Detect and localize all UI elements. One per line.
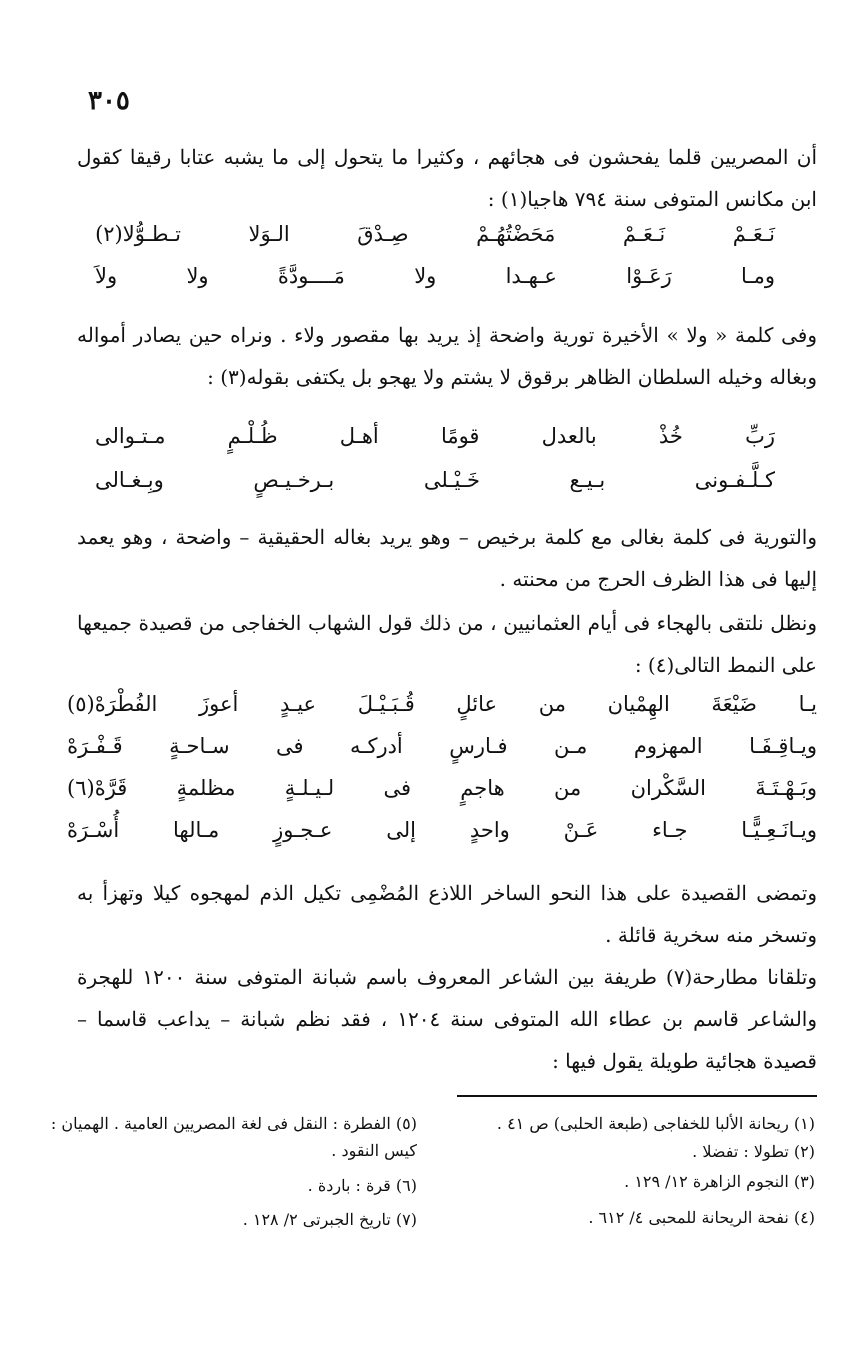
paragraph-3: والتورية فى كلمة بغالى مع كلمة برخيص – وهو يريد بغاله الحقيقية – واضحة ، وهو يعمد إليها فى هذا الظرف الحرج من محنته . xyxy=(77,525,817,591)
verse-word: أدركـه xyxy=(350,734,403,758)
verse-word: مَــــودَّةً xyxy=(277,264,345,288)
verse-word: أُسْـرَهْ xyxy=(67,818,120,842)
verse-2-line-2 xyxy=(95,460,775,500)
footnote-2: (٢) تطولا : تفضلا . xyxy=(692,1142,815,1161)
verse-word: مظلمةٍ xyxy=(176,776,236,800)
verse-word: بـرخـيـصٍ xyxy=(253,468,335,492)
verse-word: المهزوم xyxy=(633,734,703,758)
verse-word: الـوَلا xyxy=(248,222,290,246)
verse-word: قومًا xyxy=(440,424,480,448)
verse-word: فى xyxy=(276,734,304,758)
verse-3-line-1 xyxy=(67,684,817,724)
paragraph-5: وتمضى القصيدة على هذا النحو الساخر اللاذع المُضْمِى تكيل الذم لمهجوه كيلا وتهزأ به وتسخر منه سخرية قائلة . xyxy=(77,881,817,947)
verse-word: واحدٍ xyxy=(469,818,510,842)
verse-2-line-1 xyxy=(95,416,775,456)
verse-word: تـطـوُّلا(٢) xyxy=(95,222,181,246)
verse-word: فـارسٍ xyxy=(449,734,508,758)
verse-word: الهِمْيان xyxy=(607,692,670,716)
verse-word: ظُـلْـمٍ xyxy=(227,424,278,448)
footnote-5: (٥) الفطرة : النقل فى لغة المصريين العامية . الهميان : كيس النقود . xyxy=(50,1114,417,1160)
verse-word: قَرَّهْ(٦) xyxy=(67,776,128,800)
verse-word: بـيـع xyxy=(569,468,606,492)
verse-word: أعوزَ xyxy=(199,692,239,716)
page-number: ٣٠٥ xyxy=(88,86,130,116)
verse-word: من xyxy=(538,692,566,716)
footnote-6: (٦) قرة : باردة . xyxy=(307,1176,417,1195)
verse-word: سـاحـةٍ xyxy=(169,734,230,758)
verse-word: ضَيْعَةَ xyxy=(711,692,757,716)
verse-3-line-2 xyxy=(67,726,817,766)
verse-word: نَـعَـمْ xyxy=(622,222,666,246)
paragraph-4: ونظل نلتقى بالهجاء فى أيام العثمانيين ، من ذلك قول الشهاب الخفاجى من قصيدة جميعها على النمط التالى(٤) : xyxy=(77,611,817,677)
verse-word: رَعَـوْا xyxy=(626,264,672,288)
verse-word: الفُطْرَهْ(٥) xyxy=(67,692,158,716)
verse-word: مـالها xyxy=(173,818,220,842)
verse-word: ويـاقِـفَـا xyxy=(749,734,817,758)
verse-word: خَـيْـلى xyxy=(423,468,480,492)
verse-word: عيـدٍ xyxy=(280,692,317,716)
verse-1-line-2 xyxy=(95,256,775,296)
verse-word: وبِـغـالى xyxy=(95,468,164,492)
verse-word: السَّكْران xyxy=(630,776,706,800)
footnote-4: (٤) نفحة الريحانة للمحبى ٤/ ٦١٢ . xyxy=(588,1208,815,1227)
verse-word: عَـنْ xyxy=(563,818,599,842)
verse-word: قُـبَـيْـلَ xyxy=(357,692,415,716)
paragraph-1: أن المصريين قلما يفحشون فى هجائهم ، وكثيرا ما يتحول إلى ما يشبه عتابا رقيقا كقول ابن مكانس المتوفى سنة ٧٩٤ هاجيا(١) : xyxy=(77,145,817,211)
verse-word: كـلَّـفـونى xyxy=(694,468,775,492)
verse-3-line-4 xyxy=(67,810,817,850)
paragraph-6: وتلقانا مطارحة(٧) طريفة بين الشاعر المعروف باسم شبانة المتوفى سنة ١٢٠٠ للهجرة والشاعر قاسم بن عطاء الله المتوفى سنة ١٢٠٤ ، فقد نظم شبانة – يداعب قاسما – قصيدة هجائية طويلة يقول فيها : xyxy=(77,965,818,1073)
verse-word: عائلٍ xyxy=(456,692,498,716)
verse-3-line-3 xyxy=(67,768,817,808)
verse-word: ولاَ xyxy=(95,264,118,288)
verse-word: قَـفْـرَهْ xyxy=(67,734,123,758)
verse-word: فى xyxy=(383,776,411,800)
verse-word: بالعدل xyxy=(541,424,597,448)
verse-word: عـهـدا xyxy=(505,264,557,288)
verse-word: يـا xyxy=(798,692,817,716)
footnote-7: (٧) تاريخ الجبرتى ٢/ ١٢٨ . xyxy=(242,1210,417,1229)
paragraph-2: وفى كلمة « ولا » الأخيرة تورية واضحة إذ يريد بها مقصور ولاء . ونراه حين يصادر أمواله وبغاله وخيله السلطان الظاهر برقوق لا يشتم ولا يهجو بل يكتفى بقوله(٣) : xyxy=(77,323,817,389)
verse-word: أهـل xyxy=(339,424,379,448)
verse-word: عـجـوزٍ xyxy=(273,818,333,842)
verse-word: مـتـوالى xyxy=(95,424,166,448)
verse-word: مـن xyxy=(554,734,588,758)
verse-word: هاجمٍ xyxy=(460,776,505,800)
verse-word: من xyxy=(554,776,582,800)
verse-word: جـاء xyxy=(652,818,688,842)
verse-word: مَحَضْتُهُـمْ xyxy=(476,222,556,246)
verse-word: ولا xyxy=(186,264,209,288)
verse-word: نَـعَـمْ xyxy=(732,222,775,246)
footnote-divider xyxy=(457,1095,817,1097)
verse-word: صِـدْقَ xyxy=(357,222,409,246)
verse-word: ومـا xyxy=(741,264,775,288)
verse-word: رَبِّ xyxy=(745,424,775,448)
verse-1-line-1 xyxy=(95,214,775,254)
verse-word: خُذْ xyxy=(658,424,683,448)
verse-word: ويـانَـعِـيًّـا xyxy=(741,818,817,842)
verse-word: لـيـلـةٍ xyxy=(284,776,335,800)
footnote-3: (٣) النجوم الزاهرة ١٢/ ١٢٩ . xyxy=(624,1172,815,1191)
footnote-1: (١) ريحانة الألبا للخفاجى (طبعة الحلبى) ص ٤١ . xyxy=(496,1114,815,1133)
verse-word: إلى xyxy=(386,818,417,842)
verse-word: ولا xyxy=(414,264,437,288)
verse-word: وبَـهْـتَـةَ xyxy=(755,776,817,800)
